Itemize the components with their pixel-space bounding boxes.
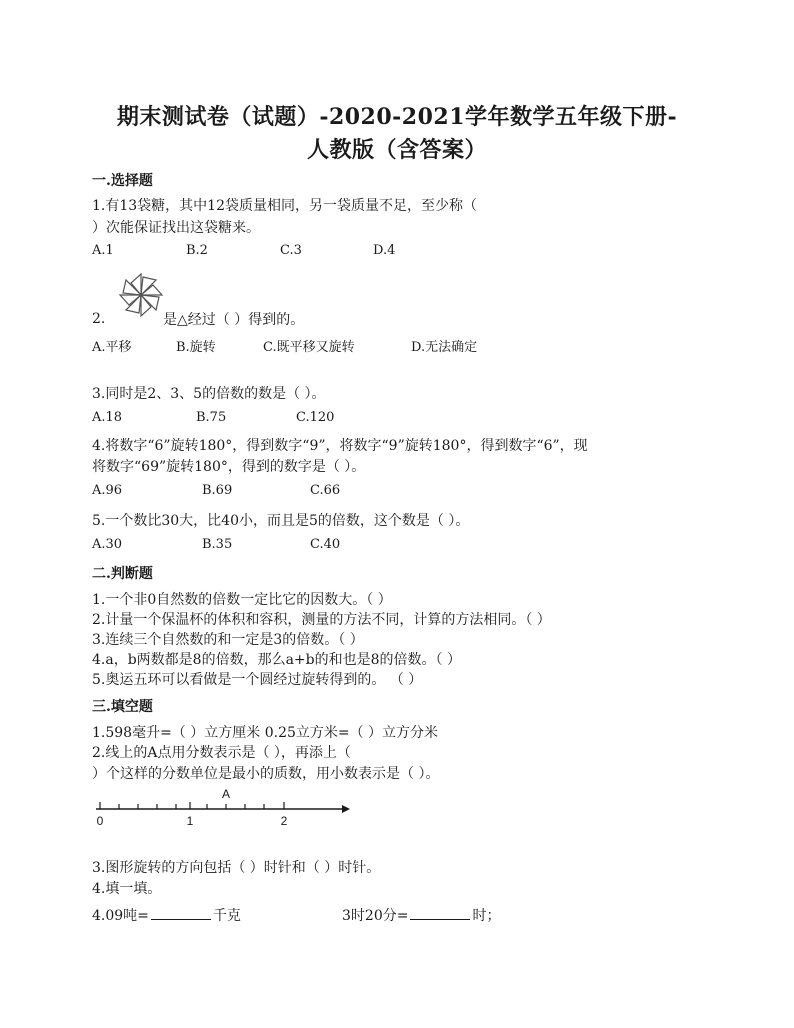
fill-q3-text: 3.图形旋转的方向包括（ ）时针和（ ）时针。 <box>92 860 381 876</box>
number-line <box>90 785 360 831</box>
judge-item-3: 3.连续三个自然数的和一定是3的倍数。（ ） <box>92 632 364 648</box>
choice-q1-option-c: C.3 <box>280 243 302 258</box>
choice-q2-option-a: A.平移 <box>92 340 132 355</box>
choice-q5-option-b: B.35 <box>202 537 233 552</box>
answer-blank[interactable] <box>151 905 211 920</box>
judge-item-1: 1.一个非0自然数的倍数一定比它的因数大。（ ） <box>92 592 392 608</box>
page-title-line1: 期末测试卷（试题）-2020-2021学年数学五年级下册- <box>116 104 678 130</box>
section-heading-choice: 一.选择题 <box>92 173 153 189</box>
choice-q4-option-a: A.96 <box>92 483 123 498</box>
choice-q4-option-b: B.69 <box>202 483 233 498</box>
judge-item-5: 5.奥运五环可以看做是一个圆经过旋转得到的。 （ ） <box>92 672 423 688</box>
fill-q2-line1: 2.线上的A点用分数表示是（ ），再添上（ <box>92 745 351 761</box>
choice-q3-option-b: B.75 <box>196 410 227 425</box>
choice-q4-line2: 将数字“69”旋转180°，得到的数字是（ ）。 <box>92 459 366 475</box>
point-a-label: A <box>221 787 231 801</box>
fill-q4-b-prefix: 3时20分= <box>342 908 409 924</box>
answer-blank[interactable] <box>410 905 470 920</box>
choice-q3-option-c: C.120 <box>296 410 335 425</box>
choice-q2-number: 2. <box>92 311 106 327</box>
fill-q4-text: 4.填一填。 <box>92 881 162 897</box>
section-heading-fill: 三.填空题 <box>92 699 153 715</box>
choice-q3-option-a: A.18 <box>92 410 123 425</box>
fill-q4-item-a <box>92 905 241 925</box>
fill-q1-text: 1.598毫升=（ ）立方厘米 0.25立方米=（ ）立方分米 <box>92 725 439 741</box>
choice-q1-line2: ）次能保证找出这袋糖来。 <box>92 220 260 236</box>
choice-q2-option-b: B.旋转 <box>176 340 216 355</box>
fill-q4-item-b <box>342 905 500 925</box>
tick-label-1: 1 <box>186 814 194 828</box>
choice-q2-text: 是△经过（ ）得到的。 <box>163 312 305 328</box>
pinwheel-figure <box>116 271 166 319</box>
choice-q2-option-d: D.无法确定 <box>411 340 478 355</box>
fill-q2-line2: ）个这样的分数单位是最小的质数，用小数表示是（ ）。 <box>92 766 440 782</box>
choice-q1-option-a: A.1 <box>92 243 114 258</box>
choice-q2-option-c: C.既平移又旋转 <box>263 340 355 355</box>
choice-q5-text: 5.一个数比30大，比40小，而且是5的倍数，这个数是（ ）。 <box>92 513 470 529</box>
choice-q5-option-a: A.30 <box>92 537 123 552</box>
judge-item-4: 4.a，b两数都是8的倍数，那么a+b的和也是8的倍数。（ ） <box>92 652 461 668</box>
choice-q1-option-d: D.4 <box>373 243 396 258</box>
fill-q4-a-suffix: 千克 <box>212 908 241 924</box>
choice-q4-option-c: C.66 <box>310 483 341 498</box>
choice-q1-line1: 1.有13袋糖，其中12袋质量相同，另一袋质量不足，至少称（ <box>92 198 477 214</box>
judge-item-2: 2.计量一个保温杯的体积和容积，测量的方法不同，计算的方法相同。（ ） <box>92 612 551 628</box>
choice-q5-option-c: C.40 <box>310 537 341 552</box>
tick-label-0: 0 <box>96 814 104 828</box>
section-heading-judge: 二.判断题 <box>92 566 153 582</box>
fill-q4-a-prefix: 4.09吨= <box>92 908 149 924</box>
choice-q4-line1: 4.将数字“6”旋转180°，得到数字“9”，将数字“9”旋转180°，得到数字“6”，现 <box>92 438 588 454</box>
page-title-line2: 人教版（含答案） <box>306 137 487 163</box>
choice-q3-text: 3.同时是2、3、5的倍数的数是（ ）。 <box>92 386 326 402</box>
choice-q1-option-b: B.2 <box>186 243 208 258</box>
fill-q4-b-suffix: 时； <box>472 908 501 924</box>
tick-label-2: 2 <box>280 814 288 828</box>
